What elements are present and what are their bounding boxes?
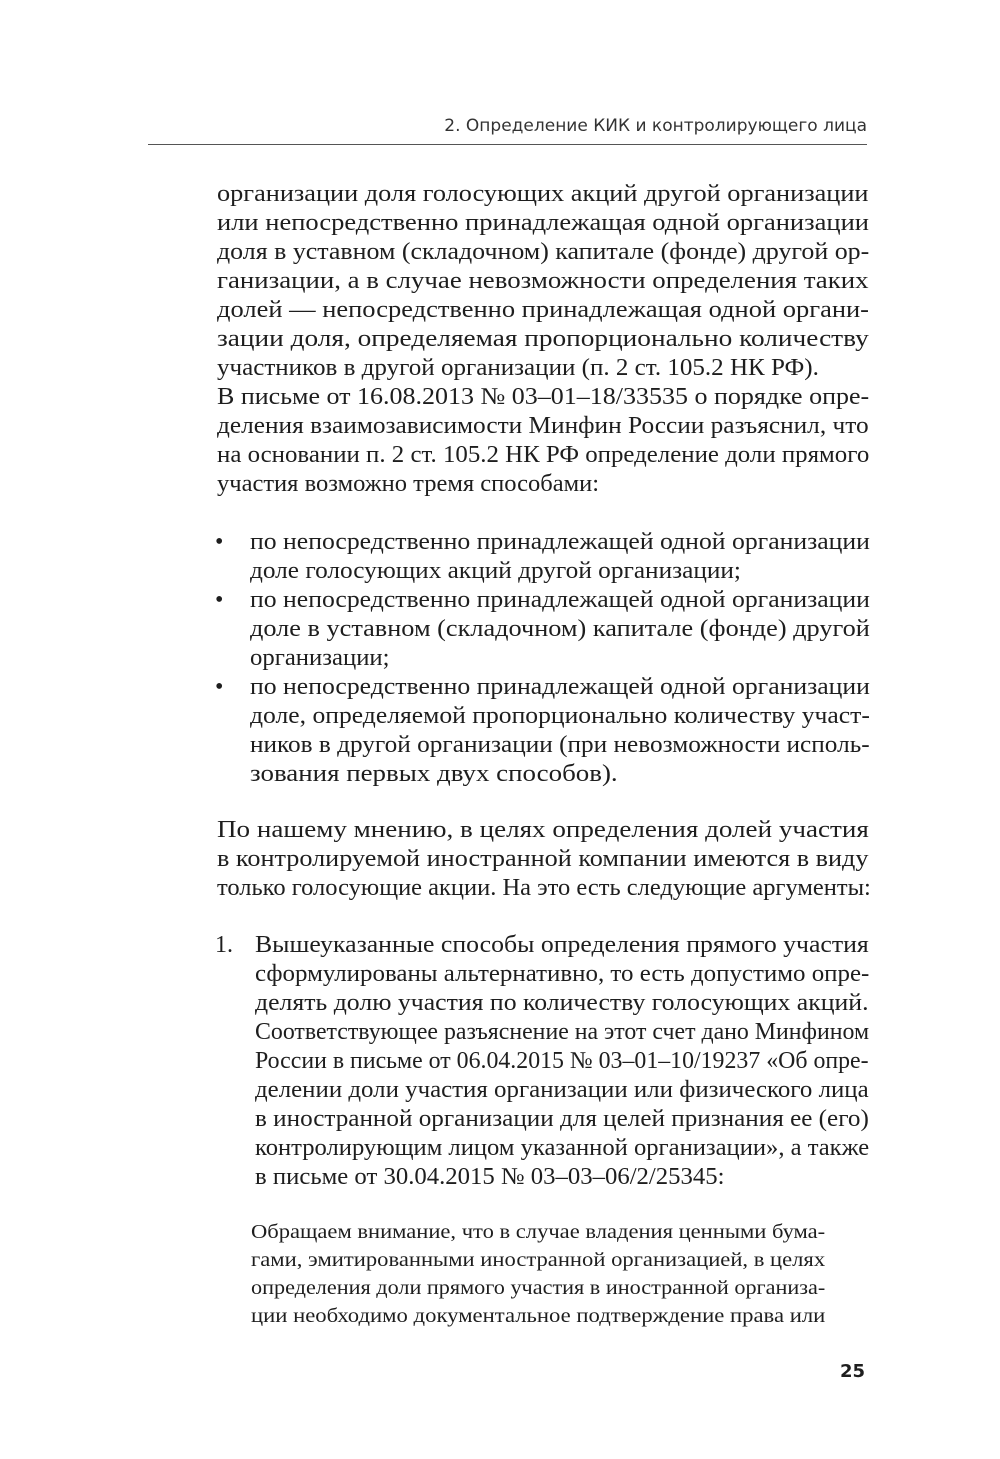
text-line: По нашему мнению, в целях определения долей участия — [217, 817, 869, 843]
text-line: организации доля голосующих акций другой организации — [217, 181, 869, 207]
text-line: по непосредственно принадлежащей одной организации — [250, 529, 870, 555]
quote-line: ции необходимо документальное подтверждение права или — [251, 1305, 826, 1327]
text-line: делять долю участия по количеству голосующих акций. — [255, 990, 869, 1016]
bullet-marker: • — [215, 529, 224, 555]
header-rule — [148, 144, 867, 145]
text-line: участия возможно тремя способами: — [217, 471, 600, 497]
text-line: по непосредственно принадлежащей одной организации — [250, 674, 870, 700]
text-line: доля в уставном (складочном) капитале (фонде) другой ор- — [217, 239, 870, 265]
list-number: 1. — [215, 932, 233, 958]
text-line: на основании п. 2 ст. 105.2 НК РФ определение доли прямого — [217, 442, 870, 468]
text-line: по непосредственно принадлежащей одной организации — [250, 587, 870, 613]
text-line: сформулированы альтернативно, то есть допустимо опре- — [255, 961, 870, 987]
text-line: только голосующие акции. На это есть следующие аргументы: — [217, 875, 871, 901]
text-line: участников в другой организации (п. 2 ст. 105.2 НК РФ). — [217, 355, 819, 381]
page-number: 25 — [839, 1361, 865, 1382]
text-line: контролирующим лицом указанной организации», а также — [255, 1135, 870, 1161]
text-line: В письме от 16.08.2013 № 03–01–18/33535 о порядке опре- — [217, 384, 870, 410]
text-line: ников в другой организации (при невозможности исполь- — [250, 732, 870, 758]
text-line: деления взаимозависимости Минфин России разъяснил, что — [217, 413, 869, 439]
text-line: делении доли участия организации или физического лица — [255, 1077, 869, 1103]
bullet-marker: • — [215, 587, 224, 613]
text-line: Соответствующее разъяснение на этот счет дано Минфином — [255, 1019, 870, 1045]
text-line: или непосредственно принадлежащая одной организации — [217, 210, 869, 236]
text-line: доле в уставном (складочном) капитале (фонде) другой — [250, 616, 870, 642]
text-line: Вышеуказанные способы определения прямого участия — [255, 932, 869, 958]
bullet-marker: • — [215, 674, 224, 700]
running-header: 2. Определение КИК и контролирующего лица — [444, 116, 867, 136]
text-line: доле голосующих акций другой организации; — [250, 558, 741, 584]
text-line: зования первых двух способов). — [250, 761, 618, 787]
text-line: в контролируемой иностранной компании имеются в виду — [217, 846, 869, 872]
text-line: доле, определяемой пропорционально количеству участ- — [250, 703, 870, 729]
text-line: России в письме от 06.04.2015 № 03–01–10/19237 «Об опре- — [255, 1048, 869, 1074]
text-line: в иностранной организации для целей признания ее (его) — [255, 1106, 869, 1132]
text-line: долей — непосредственно принадлежащая одной органи- — [217, 297, 869, 323]
text-line: организации; — [250, 645, 390, 671]
quote-line: определения доли прямого участия в иностранной организа- — [251, 1277, 826, 1299]
quote-line: Обращаем внимание, что в случае владения ценными бума- — [251, 1221, 826, 1243]
text-line: зации доля, определяемая пропорционально количеству — [217, 326, 869, 352]
text-line: ганизации, а в случае невозможности определения таких — [217, 268, 869, 294]
quote-line: гами, эмитированными иностранной организацией, в целях — [251, 1249, 826, 1271]
text-line: в письме от 30.04.2015 № 03–03–06/2/25345: — [255, 1164, 725, 1190]
